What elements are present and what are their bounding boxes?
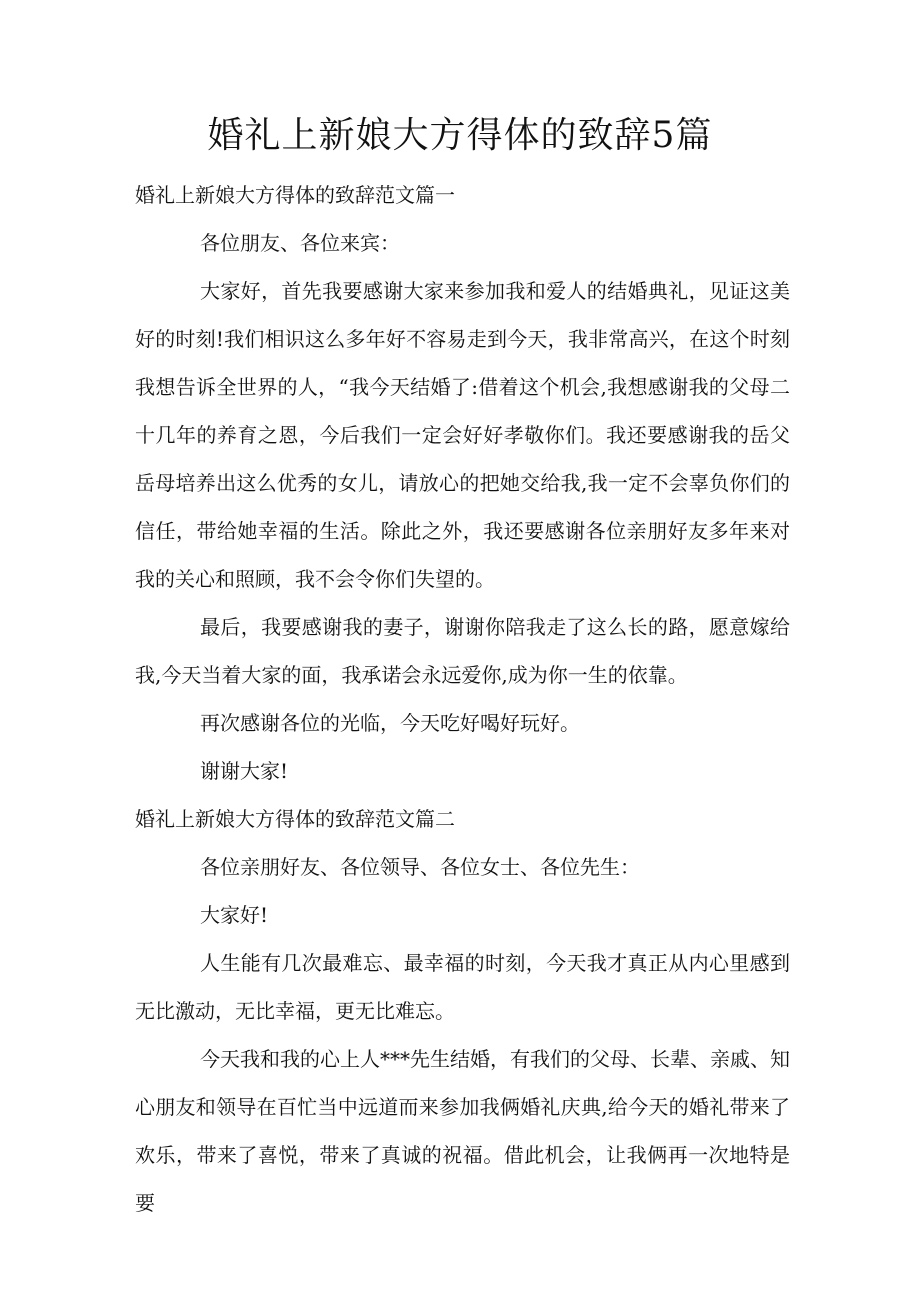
- paragraph: 各位朋友、各位来宾：: [200, 231, 400, 255]
- paragraph: 再次感谢各位的光临，今天吃好喝好玩好。: [200, 711, 580, 735]
- document-body: [135, 171, 790, 1227]
- paragraph: 各位亲朋好友、各位领导、各位女士、各位先生：: [200, 855, 640, 879]
- section-heading-2: 婚礼上新娘大方得体的致辞范文篇二: [135, 807, 455, 831]
- document-title: 婚礼上新娘大方得体的致辞5篇: [207, 115, 713, 156]
- section-heading-1: 婚礼上新娘大方得体的致辞范文篇一: [135, 183, 455, 207]
- paragraph: 人生能有几次最难忘、最幸福的时刻，今天我才真正从内心里感到无比激动，无比幸福，更无比难忘。: [135, 951, 790, 1023]
- paragraph: 谢谢大家!: [200, 759, 289, 783]
- paragraph: 最后，我要感谢我的妻子，谢谢你陪我走了这么长的路，愿意嫁给我,今天当着大家的面，我承诺会永远爱你,成为你一生的依靠。: [135, 615, 790, 687]
- paragraph: 今天我和我的心上人***先生结婚，有我们的父母、长辈、亲戚、知心朋友和领导在百忙当中远道而来参加我俩婚礼庆典,给今天的婚礼带来了欢乐，带来了喜悦，带来了真诚的祝福。借此机会，让我俩再一次地特是要: [135, 1047, 790, 1215]
- paragraph: 大家好!: [200, 903, 269, 927]
- paragraph: 大家好，首先我要感谢大家来参加我和爱人的结婚典礼，见证这美好的时刻!我们相识这么多年好不容易走到今天，我非常高兴，在这个时刻我想告诉全世界的人，“我今天结婚了:借着这个机会,我想感谢我的父母二十几年的养育之恩，今后我们一定会好好孝敬你们。我还要感谢我的岳父岳母培养出这么优秀的女儿，请放心的把她交给我,我一定不会辜负你们的信任，带给她幸福的生活。除此之外，我还要感谢各位亲朋好友多年来对我的关心和照顾，我不会令你们失望的。: [135, 279, 790, 591]
